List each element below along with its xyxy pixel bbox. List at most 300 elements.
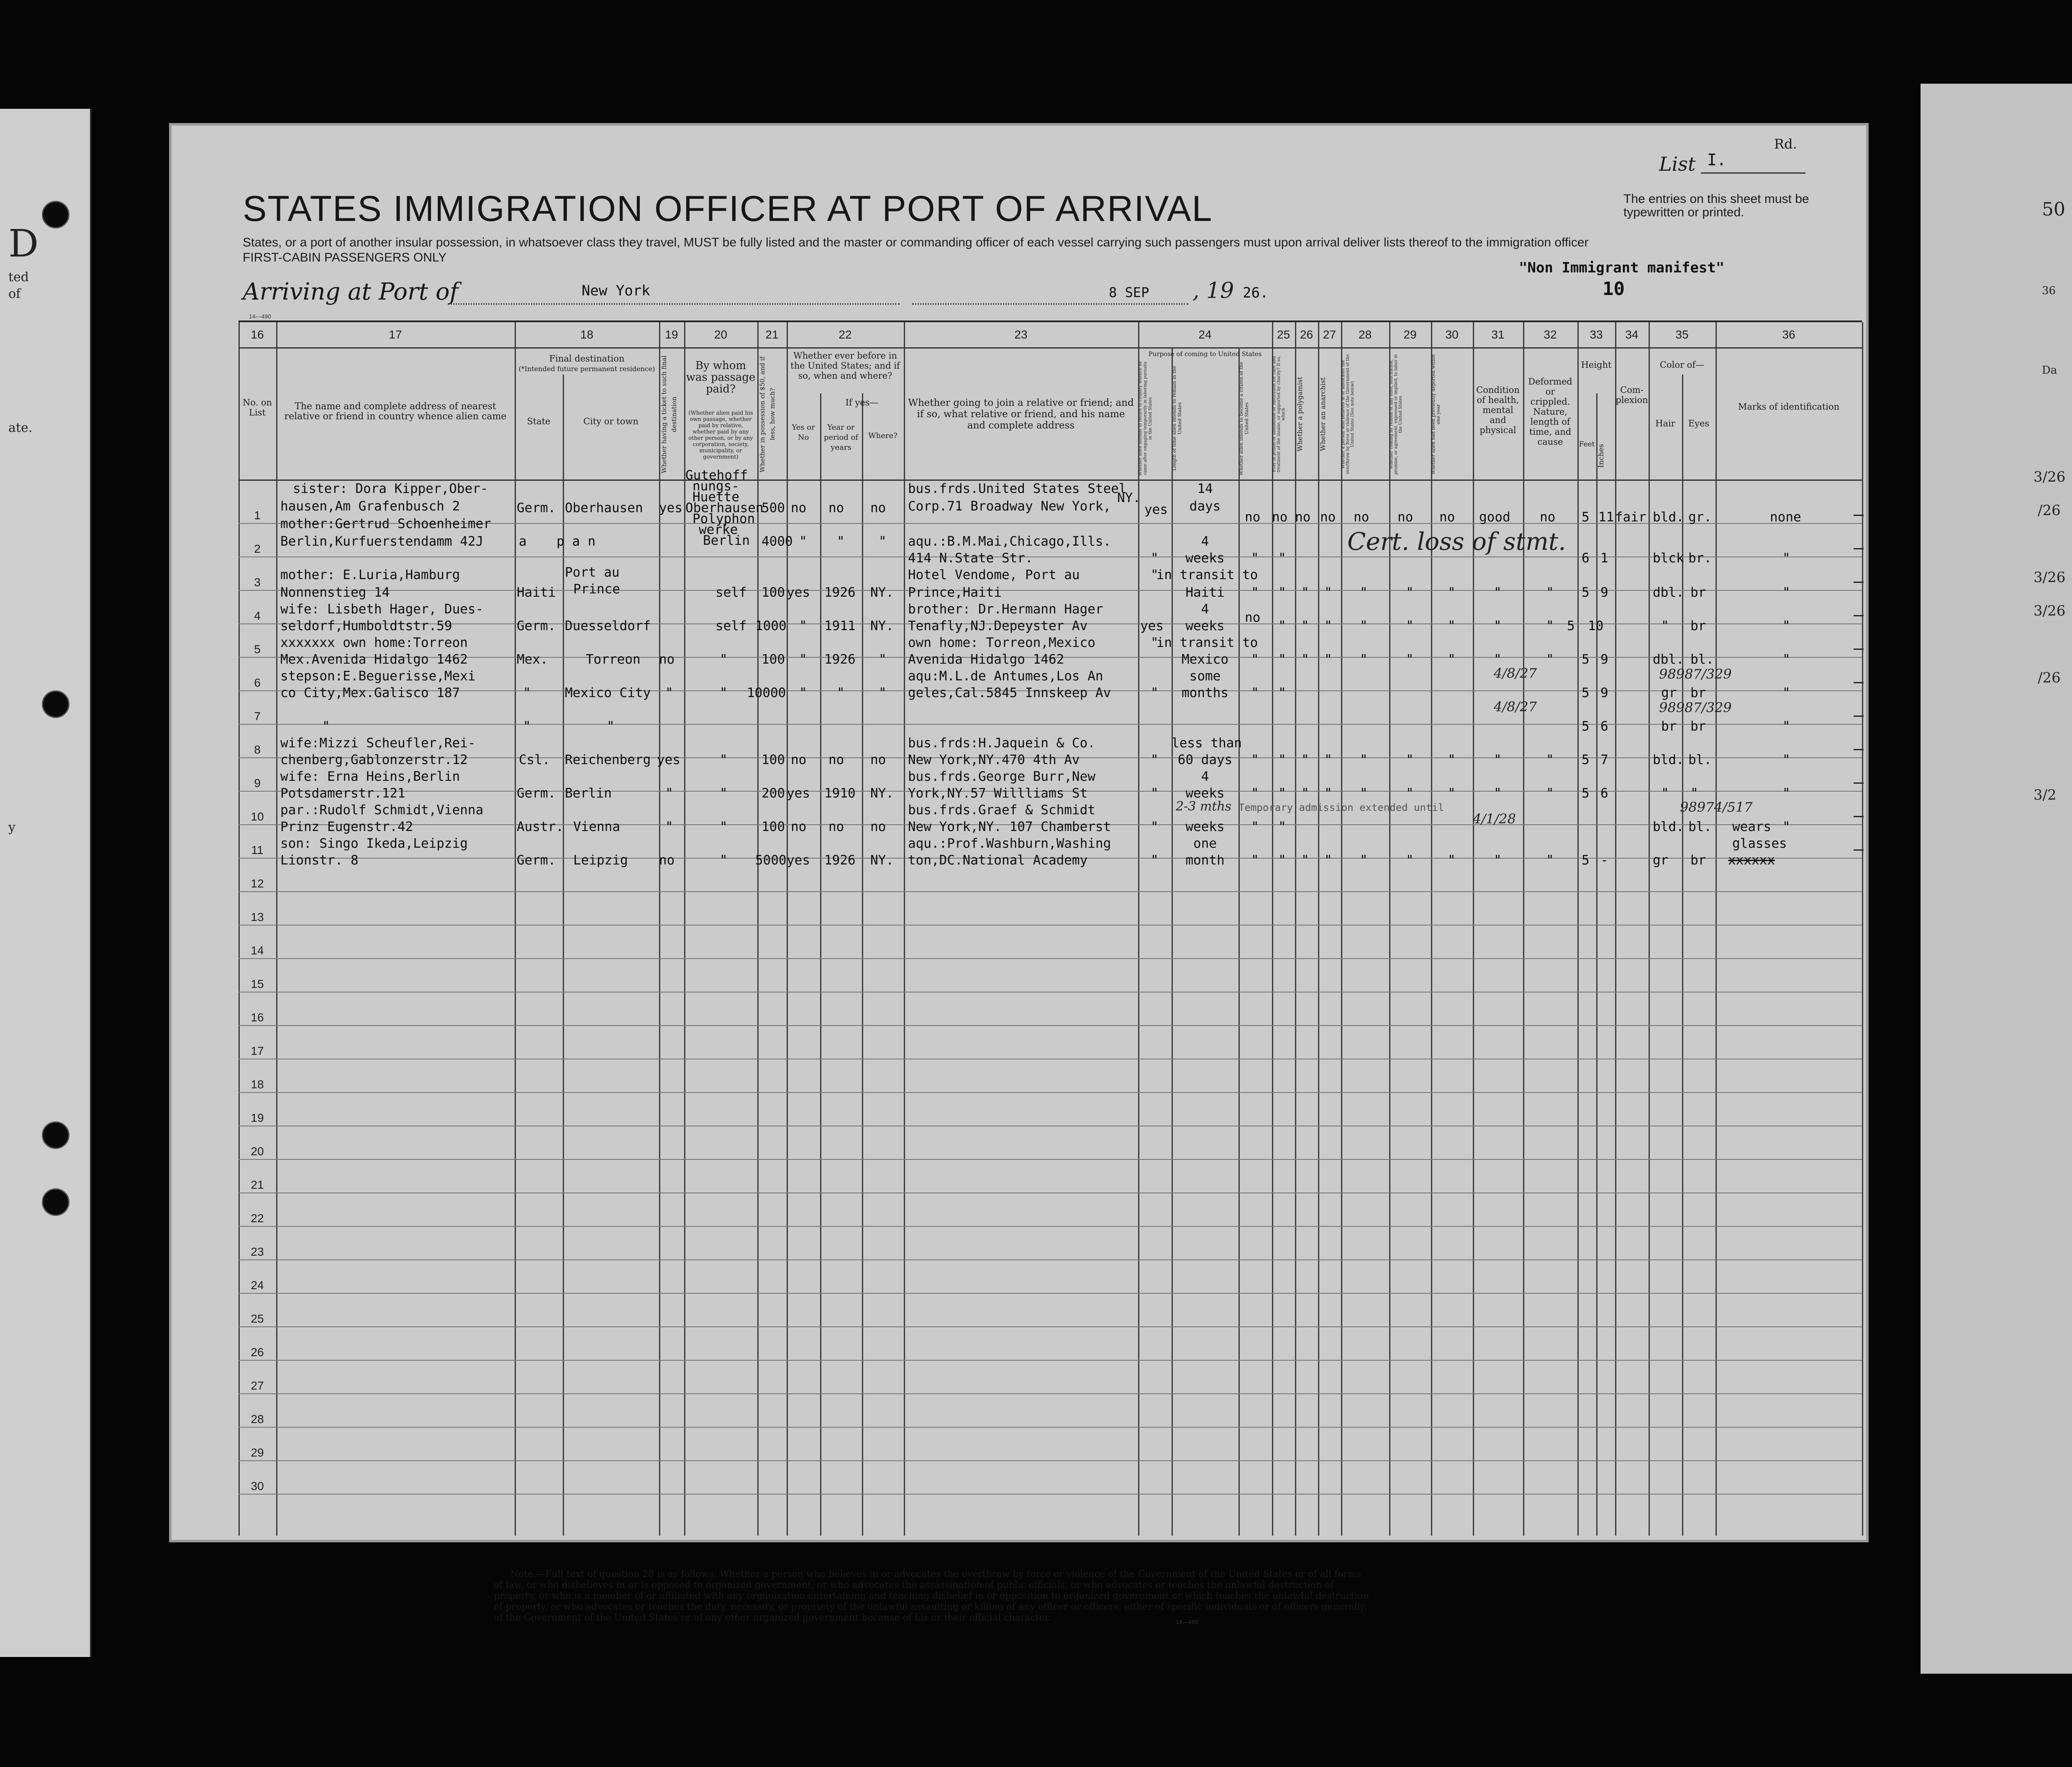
before-yes-no: " (799, 618, 807, 633)
join-relative: Hotel Vendome, Port au (908, 567, 1080, 582)
q25: " (1278, 752, 1286, 767)
city: Berlin (565, 786, 612, 801)
marks: " (1782, 752, 1790, 767)
q30: " (1448, 752, 1456, 767)
intends-return: " (1151, 551, 1159, 566)
join-relative: bus.frds.Graef & Schmidt (908, 803, 1095, 818)
length-of-stay: less than (1172, 736, 1242, 751)
row-rule (238, 1159, 1862, 1160)
join-relative: geles,Cal.5845 Innskeep Av (908, 685, 1111, 700)
length-of-stay: weeks (1185, 819, 1225, 834)
tick-mark (1854, 682, 1864, 683)
column-number: 25 (1277, 328, 1290, 341)
relative-address: chenberg,Gablonzerstr.12 (280, 752, 468, 767)
row-number: 11 (251, 844, 264, 857)
column-number: 21 (765, 328, 779, 341)
length-of-stay: in transit to (1156, 567, 1258, 582)
join-relative: bus.frds.United States Steel (908, 481, 1127, 496)
column-border (1272, 322, 1273, 1536)
header-deported: Whether alien had been previously deported within one year (1431, 354, 1441, 474)
header-length-time: Length of time alien intends to remain in the United States (1172, 366, 1182, 471)
ticket: yes (657, 752, 680, 767)
handwritten-file-number: 98987/329 (1659, 666, 1732, 682)
join-relative: bus.frds.George Burr,New (908, 769, 1095, 784)
header-final-destination: Final destination (549, 354, 625, 364)
column-border (515, 322, 516, 1536)
row-rule (238, 1360, 1862, 1361)
q29: " (1406, 853, 1414, 868)
city: Prince (573, 582, 620, 597)
handwritten-file-number: 98974/517 (1680, 799, 1753, 815)
before-year: 1926 (824, 853, 856, 868)
state: Mex. (517, 652, 548, 667)
ticket: " (665, 819, 673, 834)
header-labor-offer: Whether coming by reason of any offer, solicitation, promise, or agreement, expressed or implied, to labor in the United States (1389, 354, 1403, 474)
row-rule (238, 1494, 1862, 1495)
q28: " (1360, 786, 1368, 801)
state: Germ. (517, 500, 556, 515)
row-rule (238, 1226, 1862, 1227)
length-of-stay: one (1193, 836, 1217, 851)
row-number: 29 (251, 1446, 264, 1459)
health: " (1494, 752, 1502, 767)
q25: no (1272, 510, 1288, 525)
year-value: 26. (1243, 285, 1269, 301)
handwritten-date: 4/1/28 (1473, 811, 1516, 827)
length-of-stay: 2-3 mths (1176, 799, 1232, 814)
health: " (1494, 618, 1502, 633)
relative-address: seldorf,Humboldtstr.59 (280, 618, 452, 633)
header-rule (238, 347, 1862, 349)
binder-hole (42, 1188, 69, 1216)
paid-by: " (720, 685, 728, 700)
intends-return: " (1151, 786, 1159, 801)
length-of-stay: Haiti (1185, 585, 1225, 600)
city: Mexico City (565, 685, 651, 700)
q27: " (1324, 853, 1332, 868)
relative-address: Berlin,Kurfuerstendamm 42J (280, 534, 484, 549)
right-fragment: /26 (2038, 502, 2061, 519)
row-number: 15 (251, 977, 264, 990)
before-yes-no: yes (787, 585, 810, 600)
height-feet: 5 (1582, 786, 1590, 801)
marks: none (1770, 510, 1801, 525)
intends-return: " (1151, 819, 1159, 834)
money: 100 (762, 819, 785, 834)
q27: no (1320, 510, 1336, 525)
header-overthrow: Whether a person who believes in or advocates the overthrow by force or violence of the Government of the United States (See note below) (1341, 354, 1355, 474)
paid-by: self (715, 618, 747, 633)
before-where: no (870, 500, 886, 515)
q25: " (1278, 786, 1286, 801)
eyes: br (1690, 618, 1706, 633)
money: 1000 (755, 618, 787, 633)
length-of-stay: weeks (1185, 618, 1225, 633)
list-number: I. (1707, 151, 1726, 169)
paid-by: Berlin (703, 533, 750, 548)
relative-address: mother:Gertrud Schoenheimer (280, 516, 491, 531)
manifest-number: 10 (1603, 278, 1625, 300)
citizen: " (1251, 685, 1259, 700)
tick-mark (1854, 816, 1864, 817)
state: Haiti (517, 585, 556, 600)
right-fragment: 36 (2042, 285, 2056, 297)
row-rule (238, 1326, 1862, 1327)
length-of-stay: 4 (1201, 602, 1209, 617)
q28: " (1360, 585, 1368, 600)
hair: gr (1661, 685, 1677, 700)
tick-mark (1854, 782, 1864, 784)
eyes: br (1690, 853, 1706, 868)
height-feet: 6 (1582, 551, 1590, 566)
before-yes-no: " (799, 534, 807, 549)
ticket: no (659, 652, 675, 667)
row-rule (238, 724, 1862, 725)
q25: " (1278, 551, 1286, 566)
intends-return: " (1151, 685, 1159, 700)
column-number: 18 (580, 328, 594, 341)
paid-by: nungs- (692, 479, 739, 494)
before-yes-no: " (799, 685, 807, 700)
header-health: Condition of health, mental and physical (1476, 385, 1520, 435)
tick-mark (1854, 548, 1864, 549)
row-number: 19 (251, 1111, 264, 1124)
column-border (1862, 322, 1863, 1536)
handwritten-file-number: 98987/329 (1659, 700, 1732, 716)
row-number: 10 (251, 810, 264, 823)
page-title: STATES IMMIGRATION OFFICER AT PORT OF ARRIVAL (243, 189, 1213, 229)
height-feet: 5 (1582, 685, 1590, 700)
column-border (820, 393, 821, 1536)
relative-address: wife:Mizzi Scheufler,Rei- (280, 736, 476, 751)
eyes: " (1690, 786, 1698, 801)
column-border (1341, 322, 1342, 1536)
row-number: 9 (254, 777, 261, 790)
hair: dbl. (1653, 652, 1684, 667)
manifest-table (238, 321, 1862, 1536)
row-number: 21 (251, 1178, 264, 1191)
row-number: 3 (254, 576, 261, 589)
relative-address: par.:Rudolf Schmidt,Vienna (280, 803, 484, 818)
state: Germ. (517, 853, 556, 868)
before-year: 1911 (824, 618, 856, 633)
left-fragment: ted (8, 270, 29, 285)
column-number: 36 (1782, 328, 1795, 341)
list-label: List (1659, 153, 1696, 175)
footnote-question-28: Note.—Full text of question 28 is as follows: Whether a person who believes in or advocates the overthrow by force or violence of the Government of the United States or of all forms of law, or who disbelieves in or is opposed to organized government, or who advocates the assassination of public officials, or who advocates or teaches the unlawful destruction of property, or who is a member of or affiliated with any organization entertaining and teaching disbelief in or opposition to organized government or which teaches the unlawful destruction of property, or who advocates or teaches the duty, necessity, or propriety of the unlawful assaulting or killing of any officer or officers, either of specific individuals or of officers generally, of the Government of the United States or of any other organized government because of his or their official character. (494, 1569, 1369, 1623)
eyes: br (1690, 685, 1706, 700)
relative-address: Mex.Avenida Hidalgo 1462 (280, 652, 468, 667)
tick-mark (1854, 716, 1864, 717)
row-rule (238, 1025, 1862, 1026)
q26: " (1301, 652, 1309, 667)
subtitle-text: States, or a port of another insular possession, in whatsoever class they travel, MUST be fully listed and the master or commanding officer of each vessel carrying such passengers must upon arrival deliver lists thereof to the immigration officer (243, 236, 1589, 249)
city: p a n (556, 534, 596, 549)
column-border (1596, 393, 1598, 1536)
q28: " (1360, 652, 1368, 667)
deformed: " (1546, 752, 1554, 767)
join-relative: York,NY.57 Willliams St (908, 786, 1088, 801)
hair: bld. (1653, 752, 1684, 767)
row-number: 8 (254, 743, 261, 756)
relative-address: wife: Erna Heins,Berlin (280, 769, 460, 784)
row-rule (238, 1259, 1862, 1260)
right-fragment: 3/26 (2034, 469, 2066, 485)
height-feet: 5 (1582, 752, 1590, 767)
date-value: 8 SEP (1109, 285, 1149, 300)
state: " (523, 685, 531, 700)
header-inches: Inches (1597, 444, 1605, 468)
join-relative: aqu.:Prof.Washburn,Washing (908, 836, 1111, 851)
join-relative: ton,DC.National Academy (908, 853, 1088, 868)
header-hair: Hair (1655, 418, 1675, 428)
header-ticket: Whether having a ticket to such final destination (660, 355, 678, 473)
citizen: " (1251, 551, 1259, 566)
row-number: 2 (254, 542, 261, 555)
binder-hole (42, 1121, 69, 1149)
before-year: 1926 (824, 652, 856, 667)
marks: " (1782, 585, 1790, 600)
height-inches: 6 (1600, 786, 1608, 801)
right-fragment: Da (2042, 364, 2057, 377)
citizen: " (1251, 853, 1259, 868)
money: 200 (762, 786, 785, 801)
q29: " (1406, 752, 1414, 767)
ticket: " (665, 786, 673, 801)
marks: " (1782, 719, 1790, 734)
city: Duesseldorf (565, 618, 651, 633)
relative-address: " (322, 719, 330, 734)
q30: " (1448, 585, 1456, 600)
health: " (1494, 853, 1502, 868)
hair: bld. (1653, 510, 1684, 525)
row-rule (238, 1393, 1862, 1394)
column-border (276, 322, 277, 1536)
money: 100 (762, 585, 785, 600)
join-relative: New York,NY. 107 Chamberst (908, 819, 1111, 834)
eyes: br (1690, 719, 1706, 734)
column-border (1172, 347, 1173, 1536)
q26: " (1301, 618, 1309, 633)
relative-address: son: Singo Ikeda,Leipzig (280, 836, 468, 851)
q25: " (1278, 618, 1286, 633)
column-border (1318, 322, 1319, 1536)
tick-mark (1854, 649, 1864, 650)
row-number: 13 (251, 910, 264, 923)
join-relative: brother: Dr.Hermann Hager (908, 602, 1103, 617)
binder-hole (42, 201, 69, 228)
header-final-destination-note: (*Intended future permanent residence) (518, 365, 655, 373)
q29: " (1406, 786, 1414, 801)
deformed: " (1546, 786, 1554, 801)
q26: " (1301, 585, 1309, 600)
row-number: 16 (251, 1011, 264, 1024)
deformed: " (1546, 585, 1554, 600)
column-border (904, 322, 905, 1536)
left-fragment: ate. (8, 421, 33, 435)
manifest-sheet (172, 126, 1866, 1625)
row-number: 6 (254, 676, 261, 689)
header-no-on-list: No. on List (242, 398, 272, 418)
before-where: " (879, 534, 887, 549)
tick-mark (1854, 749, 1864, 750)
left-fragment: D (8, 222, 39, 266)
money: 4000 (762, 534, 793, 549)
money: 100 (762, 752, 785, 767)
q26: " (1301, 853, 1309, 868)
row-number: 22 (251, 1212, 264, 1225)
intends-return: yes (1140, 618, 1164, 633)
before-where: NY. (870, 853, 894, 868)
q26: " (1301, 752, 1309, 767)
row-number: 26 (251, 1346, 264, 1359)
column-border (1389, 322, 1390, 1536)
citizen: " (1251, 652, 1259, 667)
height-feet: 5 (1567, 618, 1575, 633)
port-line (448, 303, 900, 305)
column-border (1682, 374, 1683, 1536)
paid-by: " (720, 819, 728, 834)
header-city: City or town (583, 416, 639, 426)
row-rule (238, 590, 1862, 591)
tick-mark (1854, 615, 1864, 616)
join-relative: own home: Torreon,Mexico (908, 635, 1095, 650)
eyes: bl. (1688, 752, 1712, 767)
health: " (1494, 585, 1502, 600)
date-line (912, 303, 1188, 305)
height-inches: 9 (1600, 585, 1608, 600)
relative-address: co City,Mex.Galisco 187 (280, 685, 460, 700)
q26: " (1301, 786, 1309, 801)
list-underline (1701, 172, 1805, 174)
marks: " (1782, 786, 1790, 801)
row-number: 1 (254, 509, 261, 522)
height-inches: 9 (1600, 652, 1608, 667)
tick-mark (1854, 849, 1864, 851)
q25: " (1278, 585, 1286, 600)
state: a (519, 534, 527, 549)
length-of-stay: some (1189, 669, 1221, 684)
right-adjacent-page (1921, 84, 2072, 1674)
intends-return: " (1151, 567, 1159, 582)
state: Germ. (517, 618, 556, 633)
header-nearest-relative: The name and complete address of nearest relative or friend in country whence alien came (284, 401, 507, 422)
intends-return: " (1151, 853, 1159, 868)
form-number-footer: 14—490 (1176, 1618, 1198, 1625)
money: 100 (762, 652, 785, 667)
hair: bld. (1653, 819, 1684, 834)
column-border (1716, 322, 1717, 1536)
relative-address: wife: Lisbeth Hager, Dues- (280, 602, 484, 617)
marks: glasses (1732, 836, 1787, 851)
before-where: " (879, 685, 887, 700)
deformed: " (1546, 618, 1554, 633)
column-border (1649, 322, 1650, 1536)
row-rule (238, 925, 1862, 926)
length-of-stay: 4 (1201, 534, 1209, 549)
column-number: 26 (1300, 328, 1313, 341)
paid-by: Gutehoff (685, 468, 748, 483)
q25: " (1278, 652, 1286, 667)
column-number: 34 (1625, 328, 1639, 341)
q25: " (1278, 819, 1286, 834)
column-number: 32 (1544, 328, 1557, 341)
typed-extension-note: Temporary admission extended until (1239, 802, 1444, 813)
relative-address: xxxxxxx own home:Torreon (280, 635, 468, 650)
row-number: 23 (251, 1245, 264, 1258)
length-of-stay: weeks (1185, 786, 1225, 801)
relative-address: sister: Dora Kipper,Ober- (293, 481, 488, 496)
citizen: " (1251, 819, 1259, 834)
join-relative: bus.frds:H.Jaquein & Co. (908, 736, 1095, 751)
column-border (862, 393, 863, 1536)
city: " (607, 719, 615, 734)
join-relative: NY. (1117, 490, 1141, 505)
column-border (787, 322, 788, 1536)
row-rule (238, 1460, 1862, 1461)
column-border (238, 322, 240, 1536)
join-relative: New York,NY.470 4th Av (908, 752, 1080, 767)
paid-by: " (720, 786, 728, 801)
left-adjacent-page (0, 109, 92, 1657)
join-relative: Prince,Haiti (908, 585, 1002, 600)
ticket: " (665, 685, 673, 700)
row-number: 28 (251, 1413, 264, 1426)
column-number: 22 (839, 328, 852, 341)
relative-address: Prinz Eugenstr.42 (280, 819, 413, 834)
column-border (1577, 322, 1579, 1536)
header-deformed: Deformed or crippled. Nature, length of time, and cause (1528, 377, 1572, 447)
marks: " (1782, 618, 1790, 633)
header-complexion: Com-plexion (1616, 385, 1648, 405)
city: Leipzig (573, 853, 628, 868)
health: " (1494, 652, 1502, 667)
before-year: " (837, 685, 845, 700)
relative-address: stepson:E.Beguerisse,Mexi (280, 669, 476, 684)
height-feet: 5 (1582, 853, 1590, 868)
before-year: no (828, 819, 844, 834)
join-relative: Tenafly,NJ.Depeyster Av (908, 618, 1088, 633)
q29: no (1398, 510, 1413, 525)
city: Oberhausen (565, 500, 643, 515)
citizen: no (1245, 610, 1261, 625)
q27: " (1324, 752, 1332, 767)
height-feet: 5 (1582, 585, 1590, 600)
column-number: 23 (1014, 328, 1028, 341)
marks: " (1782, 652, 1790, 667)
join-relative: 414 N.State Str. (908, 551, 1033, 566)
deformed: " (1546, 652, 1554, 667)
q29: " (1406, 618, 1414, 633)
row-number: 20 (251, 1145, 264, 1158)
header-ever-before: Whether ever before in the United States; and if so, when and where? (790, 351, 900, 381)
header-height: Height (1581, 360, 1612, 370)
q30: " (1448, 786, 1456, 801)
length-of-stay: days (1189, 499, 1221, 514)
row-rule (238, 891, 1862, 892)
row-number: 7 (254, 710, 261, 723)
money: 5000 (755, 853, 787, 868)
row-number: 27 (251, 1379, 264, 1392)
rd-label: Rd. (1774, 136, 1797, 152)
tick-mark (1854, 515, 1864, 516)
eyes: gr. (1688, 510, 1712, 525)
height-inches: 10 (1588, 618, 1604, 633)
column-number: 31 (1491, 328, 1505, 341)
row-number: 24 (251, 1279, 264, 1292)
height-inches: 11 (1598, 510, 1614, 525)
right-fragment: 3/26 (2034, 603, 2066, 619)
